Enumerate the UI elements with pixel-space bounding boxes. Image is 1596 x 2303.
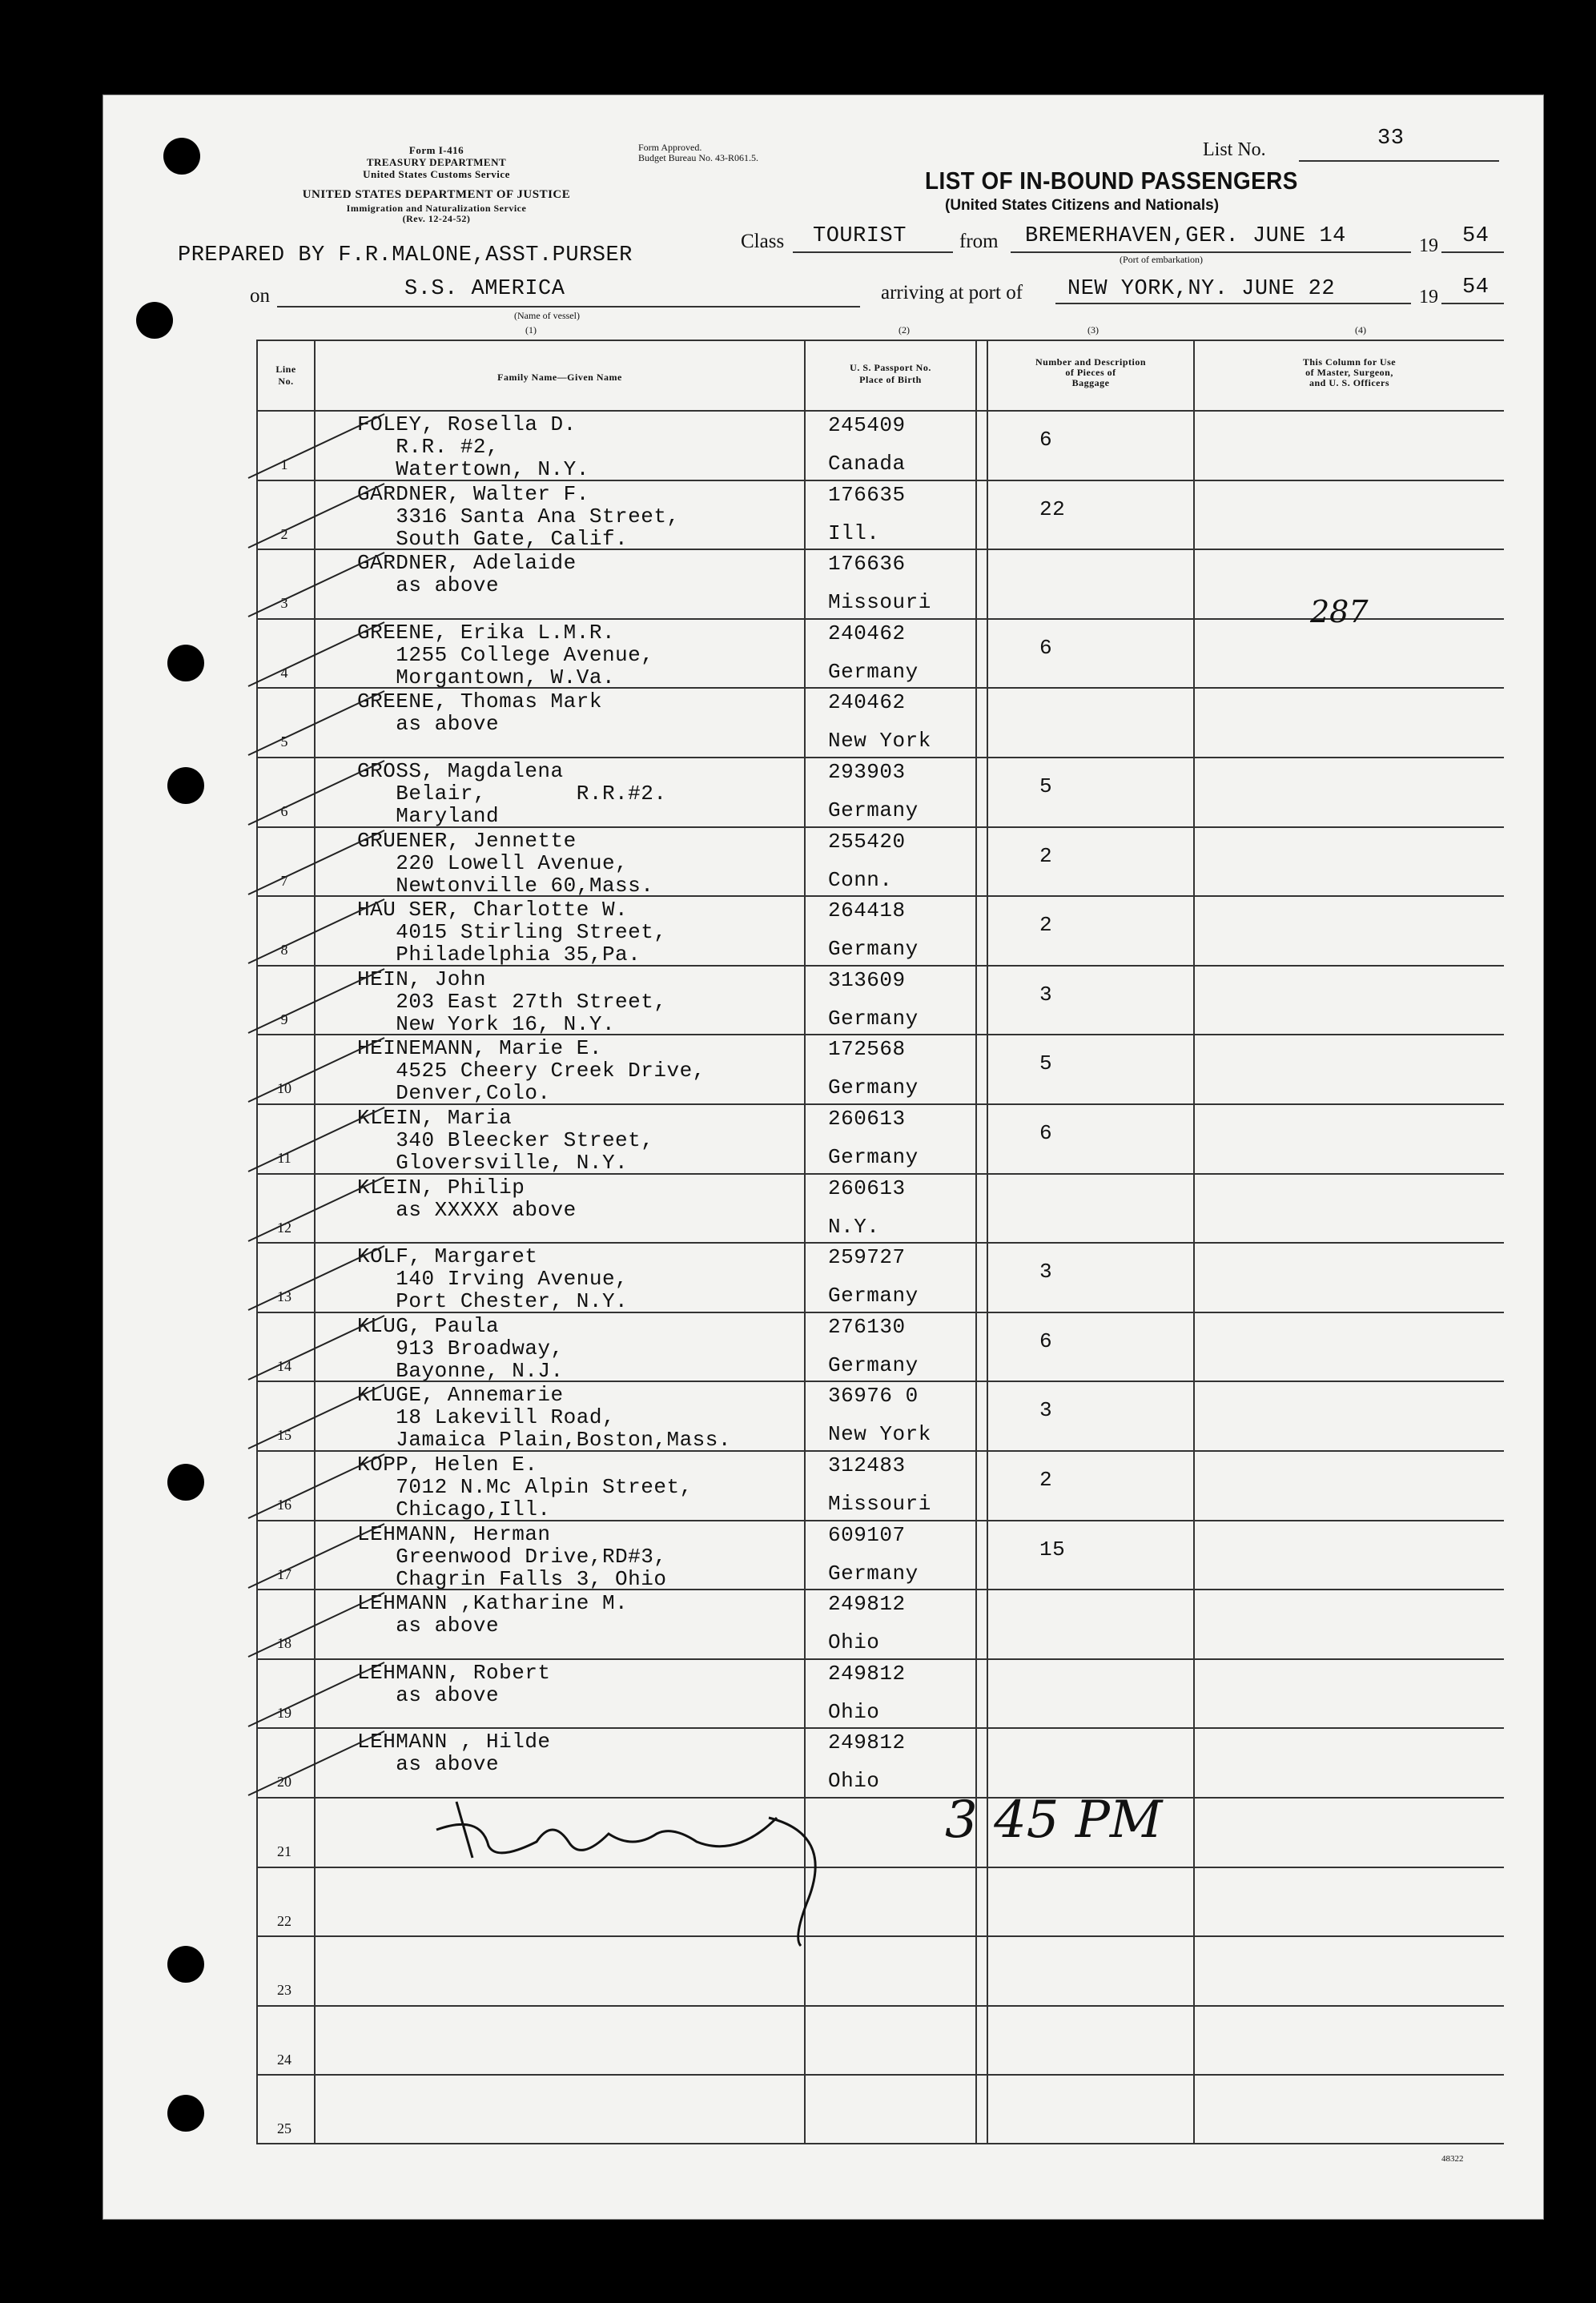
binder-hole xyxy=(167,767,204,804)
passenger-name: KOLF, Margaret 140 Irving Avenue, Port Chester, N.Y. xyxy=(357,1244,629,1313)
place-of-birth: Germany xyxy=(828,937,919,961)
binder-hole xyxy=(167,2095,204,2132)
arrival-line xyxy=(1055,303,1411,304)
line-number: 25 xyxy=(277,2120,291,2136)
place-of-birth: Conn. xyxy=(828,868,893,892)
place-of-birth: Germany xyxy=(828,1075,919,1099)
place-of-birth: Missouri xyxy=(828,1492,931,1516)
check-mark xyxy=(244,757,388,829)
baggage-count: 2 xyxy=(1039,1468,1053,1492)
document-title: LIST OF IN-BOUND PASSENGERS xyxy=(925,167,1298,195)
line-number: 22 xyxy=(277,1913,291,1929)
baggage-count: 15 xyxy=(1039,1537,1066,1561)
place-of-birth: Germany xyxy=(828,1561,919,1586)
place-of-birth: Ohio xyxy=(828,1769,880,1793)
year-prefix: 19 xyxy=(1419,235,1438,256)
place-of-birth: Ill. xyxy=(828,521,880,545)
col-num-2: (2) xyxy=(899,324,910,336)
line-number: 19 xyxy=(277,1705,291,1721)
signature xyxy=(432,1786,881,1962)
year-line xyxy=(1441,251,1504,253)
passenger-name: HAU SER, Charlotte W. 4015 Stirling Street, Philadelphia 35,Pa. xyxy=(357,898,667,967)
place-of-birth: New York xyxy=(828,729,931,753)
passport-number: 249812 xyxy=(828,1662,906,1686)
line-number: 2 xyxy=(280,526,288,542)
row-divider xyxy=(256,1381,1504,1382)
check-mark xyxy=(244,826,388,898)
passport-number: 255420 xyxy=(828,830,906,854)
line-number: 3 xyxy=(280,595,288,611)
class-label: Class xyxy=(741,231,785,252)
row-divider xyxy=(256,687,1504,689)
year2-prefix: 19 xyxy=(1419,287,1438,307)
row-divider xyxy=(256,757,1504,758)
place-of-birth: Germany xyxy=(828,798,919,822)
line-number: 18 xyxy=(277,1635,291,1651)
year2-value: 54 xyxy=(1462,275,1489,299)
check-mark xyxy=(244,1312,388,1384)
line-number: 9 xyxy=(280,1011,288,1027)
passenger-name: GRUENER, Jennette 220 Lowell Avenue, Newtonville 60,Mass. xyxy=(357,829,654,898)
col-num-3: (3) xyxy=(1087,324,1099,336)
row-divider xyxy=(256,549,1504,550)
passenger-name: KOPP, Helen E. 7012 N.Mc Alpin Street, Chicago,Ill. xyxy=(357,1453,693,1521)
passenger-name: HEIN, John 203 East 27th Street, New York 16, N.Y. xyxy=(357,967,667,1036)
col-header-line-no: Line No. xyxy=(275,364,296,387)
line-number: 23 xyxy=(277,1982,291,1998)
check-mark xyxy=(244,549,388,621)
prepared-by: PREPARED BY F.R.MALONE,ASST.PURSER xyxy=(178,243,633,267)
row-divider xyxy=(256,1520,1504,1521)
line-number: 15 xyxy=(277,1427,291,1443)
form-number: 48322 xyxy=(1441,2154,1464,2164)
check-mark xyxy=(244,1381,388,1453)
check-mark xyxy=(244,1242,388,1314)
binder-hole xyxy=(167,1464,204,1501)
check-mark xyxy=(244,1658,388,1730)
passport-number: 312483 xyxy=(828,1453,906,1477)
passport-number: 36976 0 xyxy=(828,1384,919,1408)
place-of-birth: Canada xyxy=(828,452,906,476)
line-number: 4 xyxy=(280,665,288,681)
place-of-birth: Germany xyxy=(828,1007,919,1031)
passport-number: 249812 xyxy=(828,1730,906,1754)
baggage-count: 6 xyxy=(1039,636,1053,660)
check-mark xyxy=(244,618,388,690)
passport-number: 172568 xyxy=(828,1037,906,1061)
line-number: 17 xyxy=(277,1566,291,1582)
check-mark xyxy=(244,1103,388,1176)
row-divider xyxy=(256,826,1504,828)
col-header-officers: This Column for Use of Master, Surgeon, and U. S. Officers xyxy=(1302,356,1397,388)
check-mark xyxy=(244,687,388,759)
line-number: 1 xyxy=(280,456,288,472)
row-divider xyxy=(256,895,1504,897)
passenger-name: LEHMANN , Hilde as above xyxy=(357,1730,551,1776)
passenger-name: GARDNER, Walter F. 3316 Santa Ana Street, South Gate, Calif. xyxy=(357,482,680,551)
place-of-birth: New York xyxy=(828,1422,931,1446)
passenger-name: GROSS, Magdalena Belair, R.R.#2. Maryland xyxy=(357,759,667,828)
baggage-count: 6 xyxy=(1039,1121,1053,1145)
line-number: 21 xyxy=(277,1843,291,1859)
place-of-birth: Ohio xyxy=(828,1700,880,1724)
vessel-name: S.S. AMERICA xyxy=(404,277,565,301)
line-number: 20 xyxy=(277,1774,291,1790)
on-label: on xyxy=(250,285,270,307)
department: UNITED STATES DEPARTMENT OF JUSTICE xyxy=(302,188,571,201)
check-mark xyxy=(244,1173,388,1245)
class-value: TOURIST xyxy=(813,224,907,248)
passenger-name: GREENE, Erika L.M.R. 1255 College Avenue, Morgantown, W.Va. xyxy=(357,621,654,689)
passport-number: 260613 xyxy=(828,1107,906,1131)
check-mark xyxy=(244,1450,388,1522)
col-header-baggage: Number and Description of Pieces of Baggage xyxy=(1035,356,1147,388)
passenger-name: GARDNER, Adelaide as above xyxy=(357,551,577,597)
passport-number: 264418 xyxy=(828,898,906,922)
passenger-name: KLUG, Paula 913 Broadway, Bayonne, N.J. xyxy=(357,1314,564,1383)
passport-number: 609107 xyxy=(828,1523,906,1547)
baggage-count: 3 xyxy=(1039,1398,1053,1422)
list-number: 33 xyxy=(1377,127,1405,151)
col-num-4: (4) xyxy=(1355,324,1366,336)
check-mark xyxy=(244,410,388,482)
passport-number: 293903 xyxy=(828,760,906,784)
line-number: 14 xyxy=(277,1358,291,1374)
line-number: 11 xyxy=(277,1150,291,1166)
passenger-name: KLEIN, Maria 340 Bleecker Street, Gloversville, N.Y. xyxy=(357,1106,654,1175)
row-divider xyxy=(256,1589,1504,1590)
row-divider xyxy=(256,1450,1504,1452)
row-divider xyxy=(256,1173,1504,1175)
line-number: 10 xyxy=(277,1080,291,1096)
place-of-birth: Germany xyxy=(828,1284,919,1308)
check-mark xyxy=(244,965,388,1037)
row-divider xyxy=(256,1312,1504,1313)
passport-number: 176636 xyxy=(828,552,906,576)
place-of-birth: Germany xyxy=(828,1145,919,1169)
from-line xyxy=(1011,251,1411,253)
baggage-count: 22 xyxy=(1039,497,1066,521)
check-mark xyxy=(244,895,388,967)
year2-line xyxy=(1441,303,1504,304)
row-divider xyxy=(256,2005,1504,2007)
passport-number: 313609 xyxy=(828,968,906,992)
place-of-birth: N.Y. xyxy=(828,1215,880,1239)
passport-number: 276130 xyxy=(828,1315,906,1339)
baggage-count: 3 xyxy=(1039,983,1053,1007)
passenger-name: GREENE, Thomas Mark as above xyxy=(357,689,602,736)
year-value: 54 xyxy=(1462,224,1489,248)
line-number: 6 xyxy=(280,803,288,819)
from-label: from xyxy=(959,231,999,252)
binder-hole xyxy=(167,1946,204,1983)
check-mark xyxy=(244,1727,388,1799)
place-of-birth: Germany xyxy=(828,1353,919,1377)
approval-note: Form Approved. Budget Bureau No. 43-R061.5. xyxy=(638,142,758,163)
col-header-passport: U. S. Passport No. Place of Birth xyxy=(850,362,931,385)
check-mark xyxy=(244,1520,388,1592)
col-header-name: Family Name—Given Name xyxy=(497,372,622,383)
class-line xyxy=(793,251,953,253)
check-mark xyxy=(244,1034,388,1106)
binder-hole xyxy=(136,302,173,339)
arriving-label: arriving at port of xyxy=(881,282,1023,303)
baggage-count: 3 xyxy=(1039,1260,1053,1284)
list-no-line xyxy=(1299,160,1499,162)
row-divider xyxy=(256,1103,1504,1105)
col-num-1: (1) xyxy=(525,324,537,336)
passport-number: 249812 xyxy=(828,1592,906,1616)
baggage-count: 2 xyxy=(1039,844,1053,868)
passenger-name: HEINEMANN, Marie E. 4525 Cheery Creek Drive, Denver,Colo. xyxy=(357,1036,706,1105)
passenger-name: LEHMANN, Robert as above xyxy=(357,1661,551,1707)
baggage-count: 6 xyxy=(1039,1329,1053,1353)
place-of-birth: Missouri xyxy=(828,590,931,614)
document-subtitle: (United States Citizens and Nationals) xyxy=(945,197,1220,214)
check-mark xyxy=(244,1589,388,1661)
baggage-count: 5 xyxy=(1039,1051,1053,1075)
row-divider xyxy=(256,2074,1504,2076)
line-number: 16 xyxy=(277,1497,291,1513)
binder-hole xyxy=(167,645,204,681)
line-number: 24 xyxy=(277,2052,291,2068)
row-divider xyxy=(256,480,1504,481)
row-divider xyxy=(256,1727,1504,1729)
passport-number: 245409 xyxy=(828,413,906,437)
arrival-port: NEW YORK,NY. JUNE 22 xyxy=(1067,277,1336,301)
check-mark xyxy=(244,480,388,552)
line-number: 7 xyxy=(280,873,288,889)
passport-number: 260613 xyxy=(828,1176,906,1200)
place-of-birth: Ohio xyxy=(828,1630,880,1654)
place-of-birth: Germany xyxy=(828,660,919,684)
vessel-note: (Name of vessel) xyxy=(514,310,580,321)
passenger-name: LEHMANN ,Katharine M. as above xyxy=(357,1591,629,1638)
department-sub: Immigration and Naturalization Service (Rev. 12-24-52) xyxy=(346,203,527,224)
passenger-name: KLUGE, Annemarie 18 Lakevill Road, Jamaica Plain,Boston,Mass. xyxy=(357,1383,731,1452)
row-divider xyxy=(256,1242,1504,1244)
row-divider xyxy=(256,965,1504,967)
passenger-name: KLEIN, Philip as XXXXX above xyxy=(357,1176,577,1222)
row-divider xyxy=(256,1658,1504,1660)
list-no-label: List No. xyxy=(1203,139,1266,160)
baggage-count: 6 xyxy=(1039,428,1053,452)
form-info: Form I-416 TREASURY DEPARTMENT United States Customs Service xyxy=(363,144,510,180)
passport-number: 240462 xyxy=(828,621,906,645)
passport-number: 259727 xyxy=(828,1245,906,1269)
passenger-name: FOLEY, Rosella D. R.R. #2, Watertown, N.Y. xyxy=(357,412,589,481)
embarkation-value: BREMERHAVEN,GER. JUNE 14 xyxy=(1025,224,1346,248)
time-note: 3 45 PM xyxy=(945,1791,1163,1850)
baggage-count: 2 xyxy=(1039,913,1053,937)
vessel-line xyxy=(277,306,860,307)
line-number: 13 xyxy=(277,1288,291,1304)
line-number: 12 xyxy=(277,1220,291,1236)
line-number: 8 xyxy=(280,942,288,958)
line-number: 5 xyxy=(280,734,288,750)
officer-mark: 287 xyxy=(1310,594,1369,629)
passport-number: 176635 xyxy=(828,483,906,507)
passport-number: 240462 xyxy=(828,690,906,714)
embarkation-note: (Port of embarkation) xyxy=(1120,254,1203,265)
row-divider xyxy=(256,1034,1504,1035)
passenger-name: LEHMANN, Herman Greenwood Drive,RD#3, Chagrin Falls 3, Ohio xyxy=(357,1522,667,1591)
baggage-count: 5 xyxy=(1039,774,1053,798)
binder-hole xyxy=(163,138,200,175)
